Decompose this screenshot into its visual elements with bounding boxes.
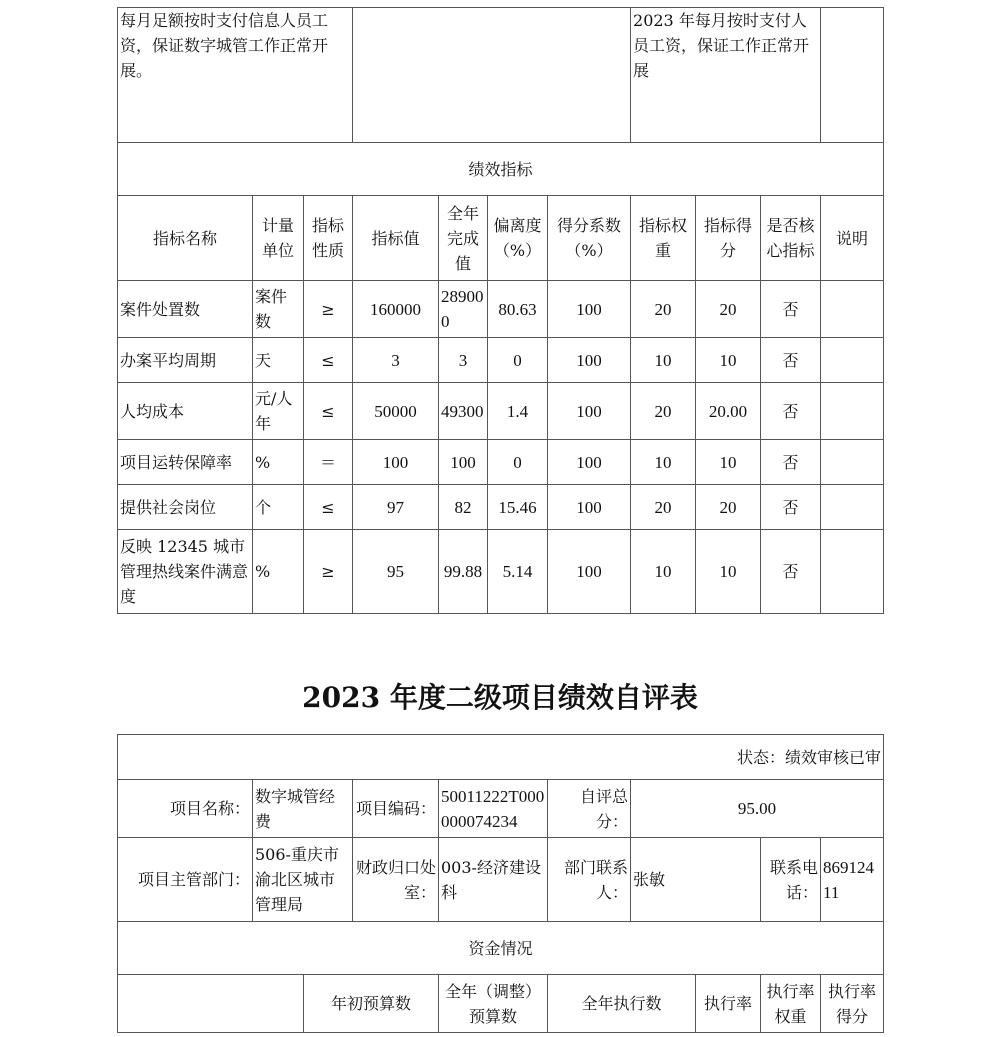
header-cell: 年初预算数 — [304, 975, 439, 1033]
cell: 案件数 — [253, 281, 304, 338]
header-cell: 说明 — [821, 196, 884, 281]
cell: 49300 — [439, 383, 488, 440]
cell: 案件处置数 — [118, 281, 253, 338]
funds-header-row — [118, 975, 884, 1033]
cell: 否 — [761, 485, 821, 530]
header-cell: 执行率权重 — [761, 975, 821, 1033]
self-eval-table — [117, 734, 884, 1033]
cell: 0 — [488, 338, 548, 383]
finance-label: 财政归口处室： — [353, 838, 439, 922]
table-row — [118, 383, 884, 440]
cell: 20.00 — [696, 383, 761, 440]
cell — [821, 485, 884, 530]
goal-actual-text: 2023 年每月按时支付人员工资，保证工作正常开展 — [631, 8, 821, 143]
header-cell: 全年（调整）预算数 — [439, 975, 548, 1033]
cell: 10 — [631, 338, 696, 383]
table-row — [118, 281, 884, 338]
cell: 95 — [353, 530, 439, 614]
cell: 20 — [631, 485, 696, 530]
header-cell: 计量单位 — [253, 196, 304, 281]
header-cell: 指标得分 — [696, 196, 761, 281]
self-score-value: 95.00 — [631, 780, 884, 838]
cell: 10 — [631, 440, 696, 485]
phone-label: 联系电话： — [761, 838, 821, 922]
perf-header-row — [118, 196, 884, 281]
cell: 80.63 — [488, 281, 548, 338]
cell: ≤ — [304, 485, 353, 530]
cell — [821, 281, 884, 338]
cell: % — [253, 440, 304, 485]
header-cell: 得分系数（%） — [548, 196, 631, 281]
cell: 289000 — [439, 281, 488, 338]
cell: 否 — [761, 383, 821, 440]
project-code-label: 项目编码： — [353, 780, 439, 838]
table-row — [118, 338, 884, 383]
cell: 20 — [696, 281, 761, 338]
project-name-value: 数字城管经费 — [253, 780, 353, 838]
project-name-label: 项目名称： — [118, 780, 253, 838]
header-cell: 是否核心指标 — [761, 196, 821, 281]
cell: 元/人年 — [253, 383, 304, 440]
cell: ≤ — [304, 383, 353, 440]
performance-table — [117, 7, 884, 614]
cell — [821, 338, 884, 383]
cell: 100 — [548, 281, 631, 338]
project-code-value: 50011222T000000074234 — [439, 780, 548, 838]
cell — [821, 530, 884, 614]
cell: 100 — [548, 530, 631, 614]
finance-value: 003-经济建设科 — [439, 838, 548, 922]
cell: 项目运转保障率 — [118, 440, 253, 485]
header-cell: 全年完成值 — [439, 196, 488, 281]
table-row — [118, 440, 884, 485]
header-cell: 执行率 — [696, 975, 761, 1033]
cell: 3 — [353, 338, 439, 383]
cell: 100 — [353, 440, 439, 485]
cell: 10 — [696, 530, 761, 614]
cell: 否 — [761, 281, 821, 338]
dept-value: 506-重庆市渝北区城市管理局 — [253, 838, 353, 922]
cell: 100 — [548, 485, 631, 530]
cell: 否 — [761, 338, 821, 383]
header-cell: 指标值 — [353, 196, 439, 281]
dept-label: 项目主管部门： — [118, 838, 253, 922]
cell: 20 — [631, 383, 696, 440]
goal-middle-text — [353, 8, 631, 143]
cell: ≥ — [304, 281, 353, 338]
table-row — [118, 530, 884, 614]
cell: 天 — [253, 338, 304, 383]
status-text: 状态：绩效审核已审 — [118, 735, 884, 780]
cell: ＝ — [304, 440, 353, 485]
cell: 100 — [439, 440, 488, 485]
header-cell: 全年执行数 — [548, 975, 696, 1033]
cell: 反映 12345 城市管理热线案件满意度 — [118, 530, 253, 614]
cell: 提供社会岗位 — [118, 485, 253, 530]
contact-value: 张敏 — [631, 838, 761, 922]
header-cell: 指标权重 — [631, 196, 696, 281]
page-title: 2023 年度二级项目绩效自评表 — [302, 681, 698, 714]
cell — [821, 440, 884, 485]
cell: 5.14 — [488, 530, 548, 614]
cell: 10 — [631, 530, 696, 614]
cell: 97 — [353, 485, 439, 530]
cell: 82 — [439, 485, 488, 530]
cell: 50000 — [353, 383, 439, 440]
funds-section-title: 资金情况 — [118, 922, 884, 975]
goal-plan-text: 每月足额按时支付信息人员工资，保证数字城管工作正常开展。 — [118, 8, 353, 143]
cell: 100 — [548, 440, 631, 485]
header-cell: 指标性质 — [304, 196, 353, 281]
table-row — [118, 485, 884, 530]
header-cell: 偏离度（%） — [488, 196, 548, 281]
cell: 100 — [548, 338, 631, 383]
cell: 人均成本 — [118, 383, 253, 440]
header-cell — [118, 975, 304, 1033]
cell: % — [253, 530, 304, 614]
cell: 3 — [439, 338, 488, 383]
cell: 160000 — [353, 281, 439, 338]
cell: 0 — [488, 440, 548, 485]
goal-blank-cell — [821, 8, 884, 143]
cell: 100 — [548, 383, 631, 440]
cell: 否 — [761, 530, 821, 614]
cell: 10 — [696, 440, 761, 485]
cell: 个 — [253, 485, 304, 530]
phone-value: 86912411 — [821, 838, 884, 922]
cell: 20 — [696, 485, 761, 530]
cell: 办案平均周期 — [118, 338, 253, 383]
contact-label: 部门联系人： — [548, 838, 631, 922]
cell — [821, 383, 884, 440]
cell: 15.46 — [488, 485, 548, 530]
cell: 1.4 — [488, 383, 548, 440]
perf-section-title: 绩效指标 — [118, 143, 884, 196]
cell: 10 — [696, 338, 761, 383]
cell: 否 — [761, 440, 821, 485]
cell: 20 — [631, 281, 696, 338]
cell: 99.88 — [439, 530, 488, 614]
cell: ≥ — [304, 530, 353, 614]
self-score-label: 自评总分： — [548, 780, 631, 838]
cell: ≤ — [304, 338, 353, 383]
header-cell: 执行率得分 — [821, 975, 884, 1033]
header-cell: 指标名称 — [118, 196, 253, 281]
